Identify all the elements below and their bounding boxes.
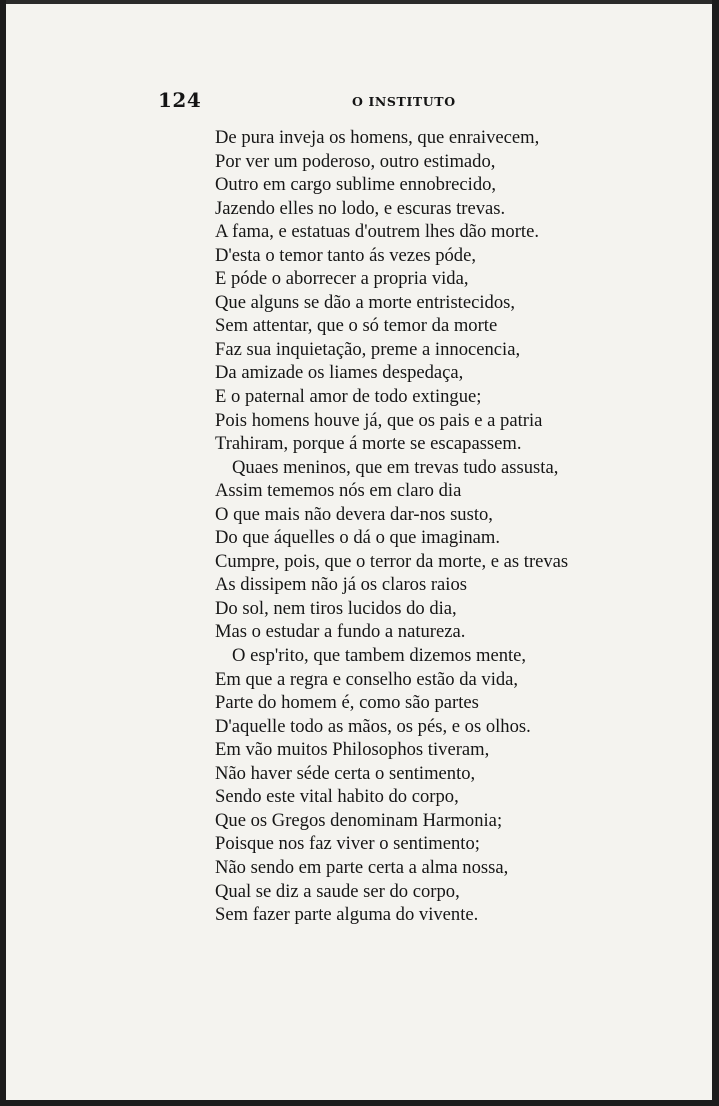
verse-line: Jazendo elles no lodo, e escuras trevas.	[215, 197, 506, 219]
verse-line: Da amizade os liames despedaça,	[215, 362, 464, 384]
page-number: 124	[158, 88, 202, 112]
verse-line: Do sol, nem tiros lucidos do dia,	[215, 597, 457, 619]
verse-line: Que os Gregos denominam Harmonia;	[215, 809, 503, 831]
scan-border-bottom	[0, 1100, 719, 1106]
verse-line: Por ver um poderoso, outro estimado,	[215, 150, 496, 172]
verse-line: As dissipem não já os claros raios	[215, 574, 468, 596]
verse-line: Outro em cargo sublime ennobrecido,	[215, 174, 497, 196]
scan-border-top	[0, 0, 719, 4]
verse-line: Mas o estudar a fundo a natureza.	[215, 621, 466, 643]
verse-line: Que alguns se dão a morte entristecidos,	[215, 291, 515, 313]
verse-line: Pois homens houve já, que os pais e a patria	[215, 409, 543, 431]
verse-line: Poisque nos faz viver o sentimento;	[215, 833, 480, 855]
verse-line: Trahiram, porque á morte se escapassem.	[215, 433, 522, 455]
scan-border-right	[712, 0, 719, 1106]
verse-line: Em vão muitos Philosophos tiveram,	[215, 739, 490, 761]
verse-line: O que mais não devera dar-nos susto,	[215, 503, 493, 525]
verse-line: Sendo este vital habito do corpo,	[215, 786, 459, 808]
verse-line: D'esta o temor tanto ás vezes póde,	[215, 244, 476, 266]
verse-line: Do que áquelles o dá o que imaginam.	[215, 527, 501, 549]
verse-line: Qual se diz a saude ser do corpo,	[215, 880, 460, 902]
verse-line: D'aquelle todo as mãos, os pés, e os olhos.	[215, 715, 531, 737]
verse-line: E o paternal amor de todo extingue;	[215, 386, 482, 408]
verse-line: Em que a regra e conselho estão da vida,	[215, 668, 519, 690]
running-title: O INSTITUTO	[352, 94, 456, 109]
verse-line: A fama, e estatuas d'outrem lhes dão morte.	[215, 221, 539, 243]
scan-border-left	[0, 0, 6, 1106]
page-header	[0, 88, 719, 114]
verse-line: Faz sua inquietação, preme a innocencia,	[215, 338, 521, 360]
verse-line: Assim tememos nós em claro dia	[215, 480, 462, 502]
poem-text-block	[215, 126, 595, 927]
verse-line: De pura inveja os homens, que enraivecem,	[215, 127, 540, 148]
verse-line: Parte do homem é, como são partes	[215, 692, 479, 714]
verse-line: Sem fazer parte alguma do vivente.	[215, 904, 479, 926]
verse-line: Não haver séde certa o sentimento,	[215, 762, 476, 784]
verse-line: Sem attentar, que o só temor da morte	[215, 315, 498, 337]
verse-line: Quaes meninos, que em trevas tudo assusta,	[232, 456, 559, 478]
verse-line: Cumpre, pois, que o terror da morte, e as trevas	[215, 550, 569, 572]
verse-line: E póde o aborrecer a propria vida,	[215, 268, 469, 290]
verse-line: Não sendo em parte certa a alma nossa,	[215, 856, 509, 878]
verse-line: O esp'rito, que tambem dizemos mente,	[232, 645, 527, 667]
